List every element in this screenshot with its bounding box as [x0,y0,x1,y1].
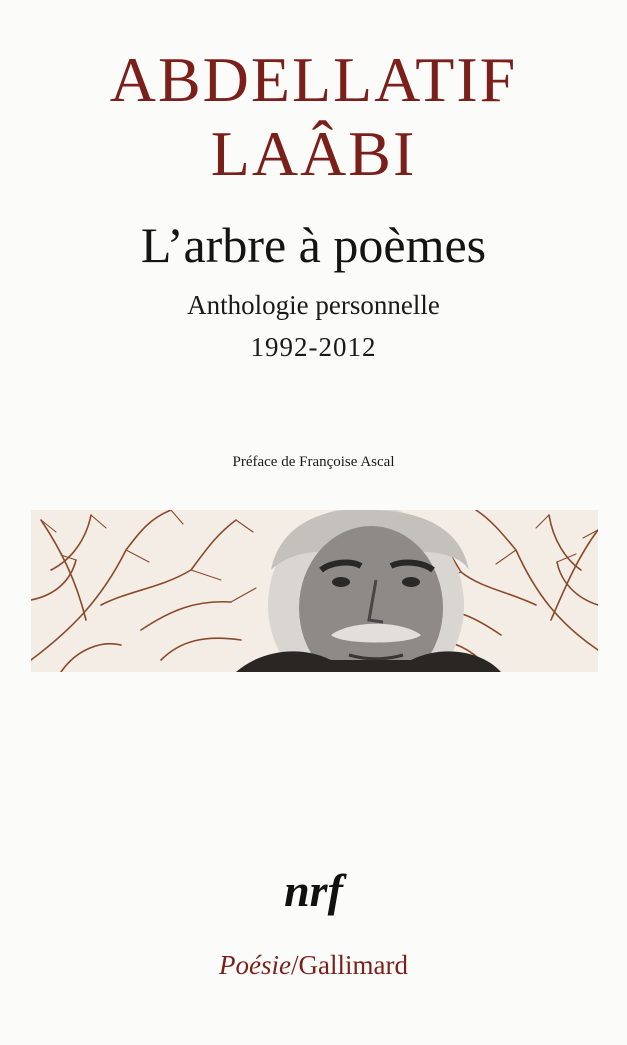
author-first-name: ABDELLATIF [109,44,518,115]
publisher-name: Gallimard [298,950,408,980]
author-last-name: LAÂBI [210,118,417,189]
collection-name: Poésie [219,950,291,980]
separator: / [291,950,299,980]
book-years: 1992-2012 [250,332,377,362]
publisher-line [0,952,627,979]
nrf-logo: nrf [284,865,343,916]
book-subtitle: Anthologie personnelle [187,290,440,320]
preface-credit: Préface de Françoise Ascal [232,454,395,470]
branches-and-portrait-image [31,510,598,672]
book-title: L’arbre à poèmes [140,217,487,273]
cover-illustration [31,510,598,672]
